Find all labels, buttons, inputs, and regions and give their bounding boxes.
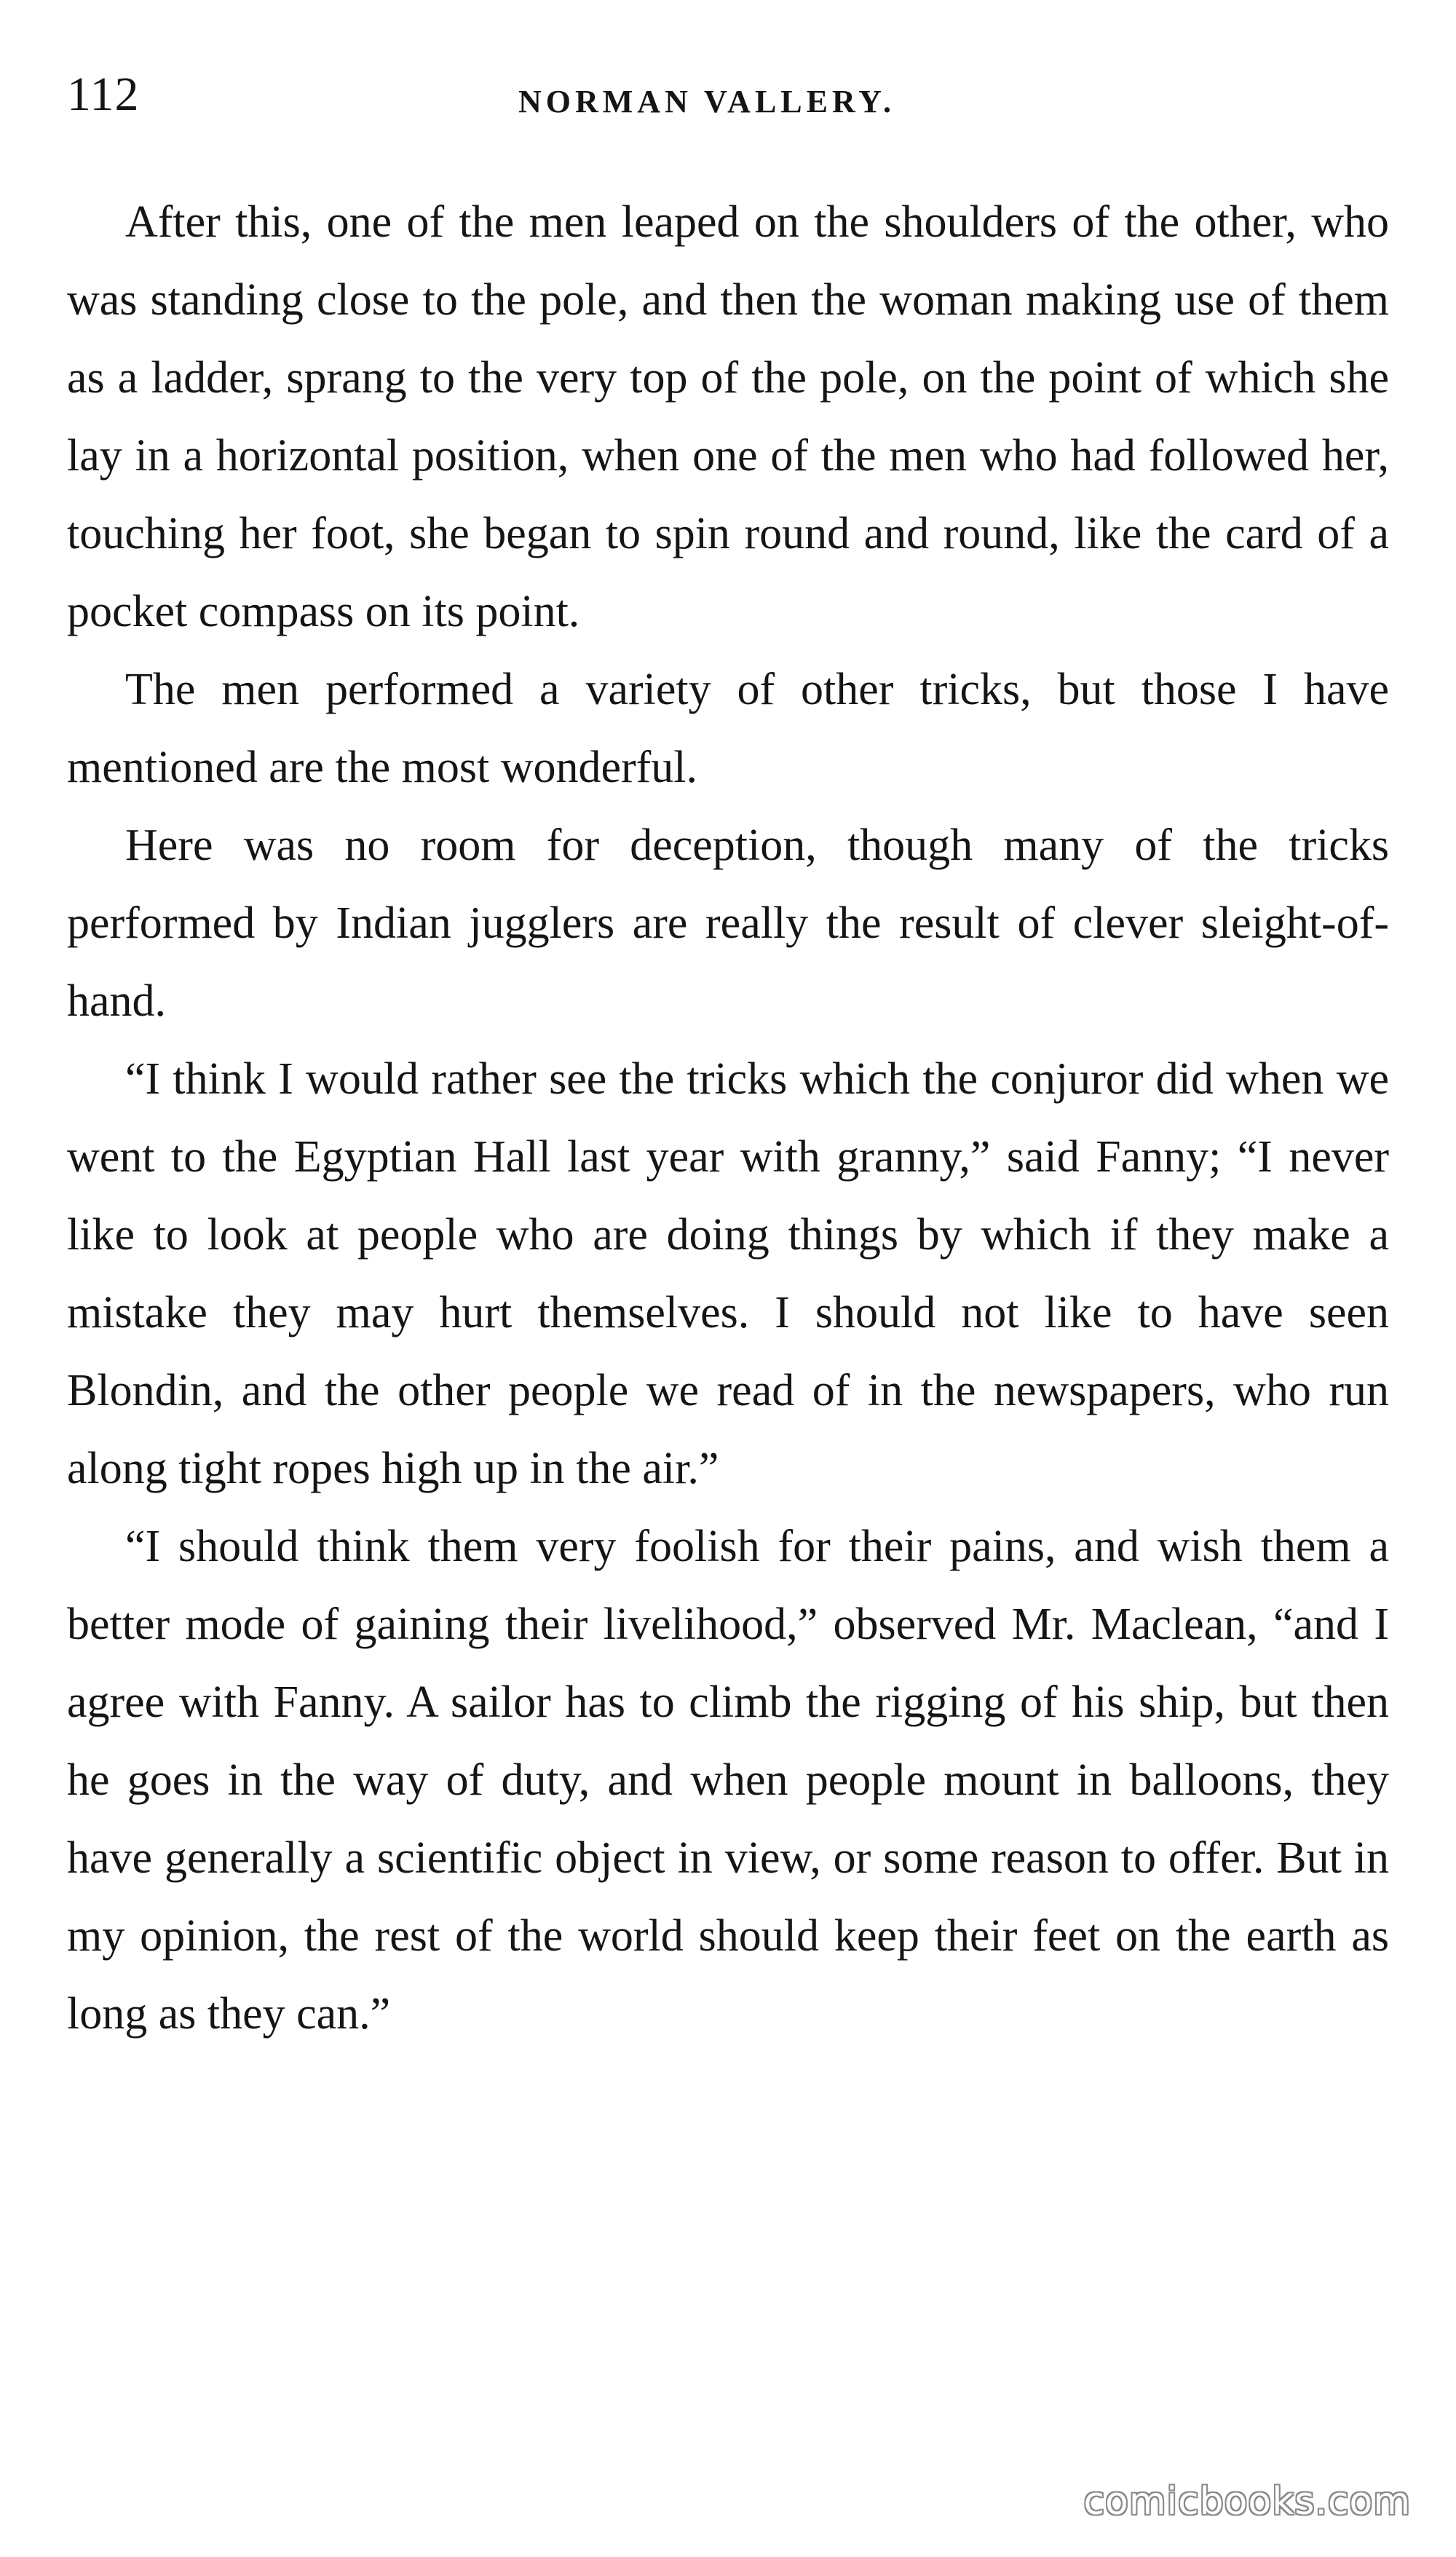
running-title: NORMAN VALLERY. [518, 84, 895, 119]
paragraph-4: “I think I would rather see the tricks which the conjuror did when we went to the Egyptian Hall last year with granny,” said Fanny; “I never like to look at people who are doing things by which if they make a mistake they may hurt themselves. I should not like to have seen Blondin, and the other people we read of in the newspapers, who run along tight ropes high up in the air.” [67, 1054, 1389, 1493]
watermark: comicbooks.com [1083, 2480, 1411, 2524]
paragraph-3: Here was no room for deception, though many of the tricks performed by Indian jugglers are really the result of clever sleight-of-hand. [67, 821, 1389, 1026]
page-number: 112 [67, 68, 140, 121]
body-text [67, 183, 1389, 2053]
running-head [67, 67, 1392, 133]
paragraph-2: The men performed a variety of other tricks, but those I have mentioned are the most wonderful. [67, 665, 1389, 792]
paragraph-5: “I should think them very foolish for their pains, and wish them a better mode of gaining their livelihood,” observed Mr. Maclean, “and I agree with Fanny. A sailor has to climb the rigging of his ship, but then he goes in the way of duty, and when people mount in balloons, they have generally a scientific object in view, or some reason to offer. But in my opinion, the rest of the world should keep their feet on the earth as long as they can.” [67, 1522, 1389, 2039]
paragraph-1: After this, one of the men leaped on the shoulders of the other, who was standing close to the pole, and then the woman making use of them as a ladder, sprang to the very top of the pole, on the point of which she lay in a horizontal position, when one of the men who had followed her, touching her foot, she began to spin round and round, like the card of a pocket compass on its point. [67, 197, 1389, 636]
